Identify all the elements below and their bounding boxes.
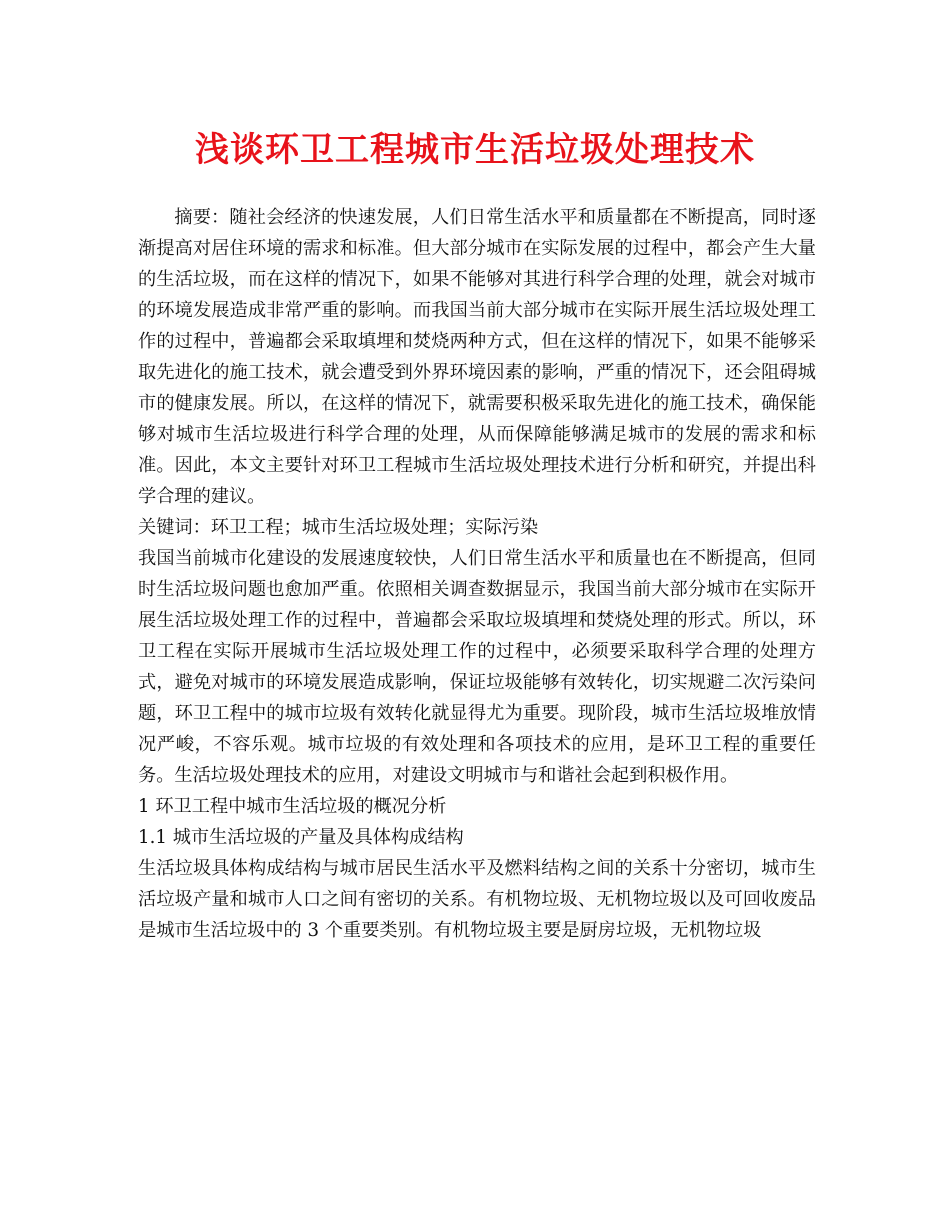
intro-paragraph: 我国当前城市化建设的发展速度较快，人们日常生活水平和质量也在不断提高，但同时生活垃圾问题也愈加严重。依照相关调查数据显示，我国当前大部分城市在实际开展生活垃圾处理工作的过程中，普遍都会采取垃圾填埋和焚烧处理的形式。所以，环卫工程在实际开展城市生活垃圾处理工作的过程中，必须要采取科学合理的处理方式，避免对城市的环境发展造成影响，保证垃圾能够有效转化，切实规避二次污染问题，环卫工程中的城市垃圾有效转化就显得尤为重要。现阶段，城市生活垃圾堆放情况严峻，不容乐观。城市垃圾的有效处理和各项技术的应用，是环卫工程的重要任务。生活垃圾处理技术的应用，对建设文明城市与和谐社会起到积极作用。 <box>138 548 816 786</box>
document-title: 浅谈环卫工程城市生活垃圾处理技术 <box>195 130 755 170</box>
abstract-paragraph: 摘要：随社会经济的快速发展，人们日常生活水平和质量都在不断提高，同时逐渐提高对居住环境的需求和标准。但大部分城市在实际发展的过程中，都会产生大量的生活垃圾，而在这样的情况下，如果不能够对其进行科学合理的处理，就会对城市的环境发展造成非常严重的影响。而我国当前大部分城市在实际开展生活垃圾处理工作的过程中，普遍都会采取填埋和焚烧两种方式，但在这样的情况下，如果不能够采取先进化的施工技术，就会遭受到外界环境因素的影响，严重的情况下，还会阻碍城市的健康发展。所以，在这样的情况下，就需要积极采取先进化的施工技术，确保能够对城市生活垃圾进行科学合理的处理，从而保障能够满足城市的发展的需求和标准。因此，本文主要针对环卫工程城市生活垃圾处理技术进行分析和研究，并提出科学合理的建议。 <box>138 207 816 507</box>
document-body <box>138 202 816 946</box>
section-heading-1: 1 环卫工程中城市生活垃圾的概况分析 <box>138 796 447 817</box>
keywords-line: 关键词：环卫工程；城市生活垃圾处理；实际污染 <box>138 517 539 538</box>
section-1-1-paragraph: 生活垃圾具体构成结构与城市居民生活水平及燃料结构之间的关系十分密切，城市生活垃圾产量和城市人口之间有密切的关系。有机物垃圾、无机物垃圾以及可回收废品是城市生活垃圾中的 3 个重要类别。有机物垃圾主要是厨房垃圾，无机物垃圾 <box>138 858 816 941</box>
subsection-heading-1-1: 1.1 城市生活垃圾的产量及具体构成结构 <box>138 827 464 848</box>
